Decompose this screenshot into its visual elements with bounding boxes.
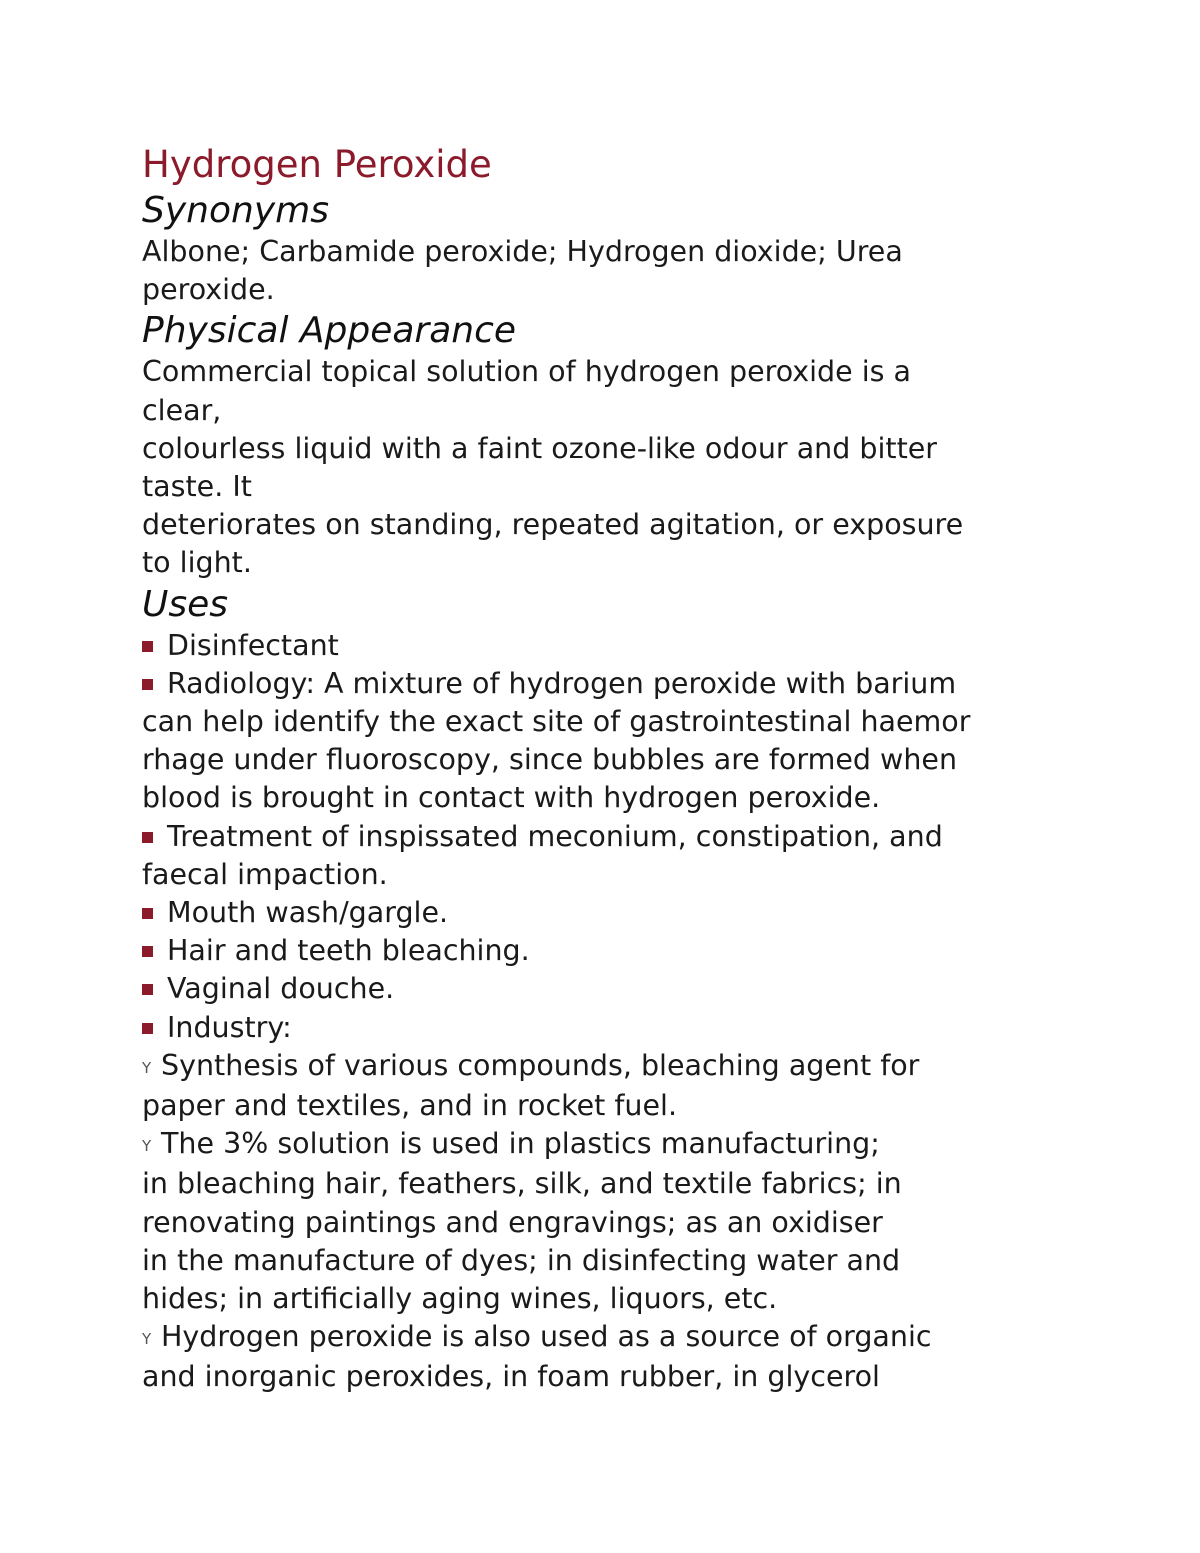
use-item-text: Radiology: A mixture of hydrogen peroxide with barium [167,666,957,700]
physical-line: deteriorates on standing, repeated agitation, or exposure [142,508,964,542]
physical-line: taste. It [142,470,252,504]
sub-item [142,1318,1082,1358]
sub-item-continuation: in bleaching hair, feathers, silk, and textile fabrics; in [142,1167,902,1201]
use-item [142,932,1082,970]
sub-marker-icon: Y [142,1058,152,1077]
use-item-continuation: can help identify the exact site of gastrointestinal haemor [142,705,971,739]
square-bullet-icon [142,832,153,843]
uses-heading: Uses [142,583,229,625]
square-bullet-icon [142,1023,153,1034]
synonyms-line: Albone; Carbamide peroxide; Hydrogen dioxide; Urea [142,235,903,268]
use-item [142,970,1082,1008]
physical-line: colourless liquid with a faint ozone-like odour and bitter [142,431,937,465]
use-item [142,1009,1082,1047]
use-item-text: Hair and teeth bleaching. [167,934,530,968]
use-item-text: Industry: [167,1010,292,1044]
use-item [142,818,1082,856]
square-bullet-icon [142,641,153,652]
square-bullet-icon [142,984,153,995]
square-bullet-icon [142,679,153,690]
use-item-text: Mouth wash/gargle. [167,896,449,930]
use-item-continuation: faecal impaction. [142,857,388,891]
synonyms-heading: Synonyms [142,190,329,231]
sub-item-text: Hydrogen peroxide is also used as a source of organic [161,1320,932,1354]
square-bullet-icon [142,946,153,957]
physical-line: to light. [142,546,252,580]
use-item-text: Disinfectant [167,628,339,662]
use-item [142,894,1082,932]
use-item-text: Vaginal douche. [167,972,395,1006]
sub-item-continuation: paper and textiles, and in rocket fuel. [142,1089,678,1123]
page-title: Hydrogen Peroxide [142,143,492,186]
use-item [142,665,1082,703]
use-item-continuation: blood is brought in contact with hydrogen peroxide. [142,781,881,815]
sub-item-text: Synthesis of various compounds, bleaching agent for [161,1048,920,1082]
document-page [142,143,1082,1397]
square-bullet-icon [142,908,153,919]
synonyms-line: peroxide. [142,273,275,307]
physical-line: Commercial topical solution of hydrogen peroxide is a [142,355,912,389]
sub-item-continuation: and inorganic peroxides, in foam rubber, in glycerol [142,1360,880,1394]
sub-item-continuation: renovating paintings and engravings; as an oxidiser [142,1205,883,1239]
sub-marker-icon: Y [142,1330,152,1349]
sub-item-continuation: in the manufacture of dyes; in disinfecting water and [142,1243,901,1277]
physical-appearance-heading: Physical Appearance [142,310,517,352]
sub-marker-icon: Y [142,1137,152,1156]
sub-item [142,1125,1082,1165]
use-item-continuation: rhage under fluoroscopy, since bubbles are formed when [142,743,958,777]
use-item-text: Treatment of inspissated meconium, constipation, and [167,819,943,853]
sub-item [142,1047,1082,1087]
sub-item-continuation: hides; in artificially aging wines, liquors, etc. [142,1282,778,1316]
use-item [142,627,1082,665]
sub-item-text: The 3% solution is used in plastics manufacturing; [161,1127,880,1161]
physical-line: clear, [142,393,222,427]
